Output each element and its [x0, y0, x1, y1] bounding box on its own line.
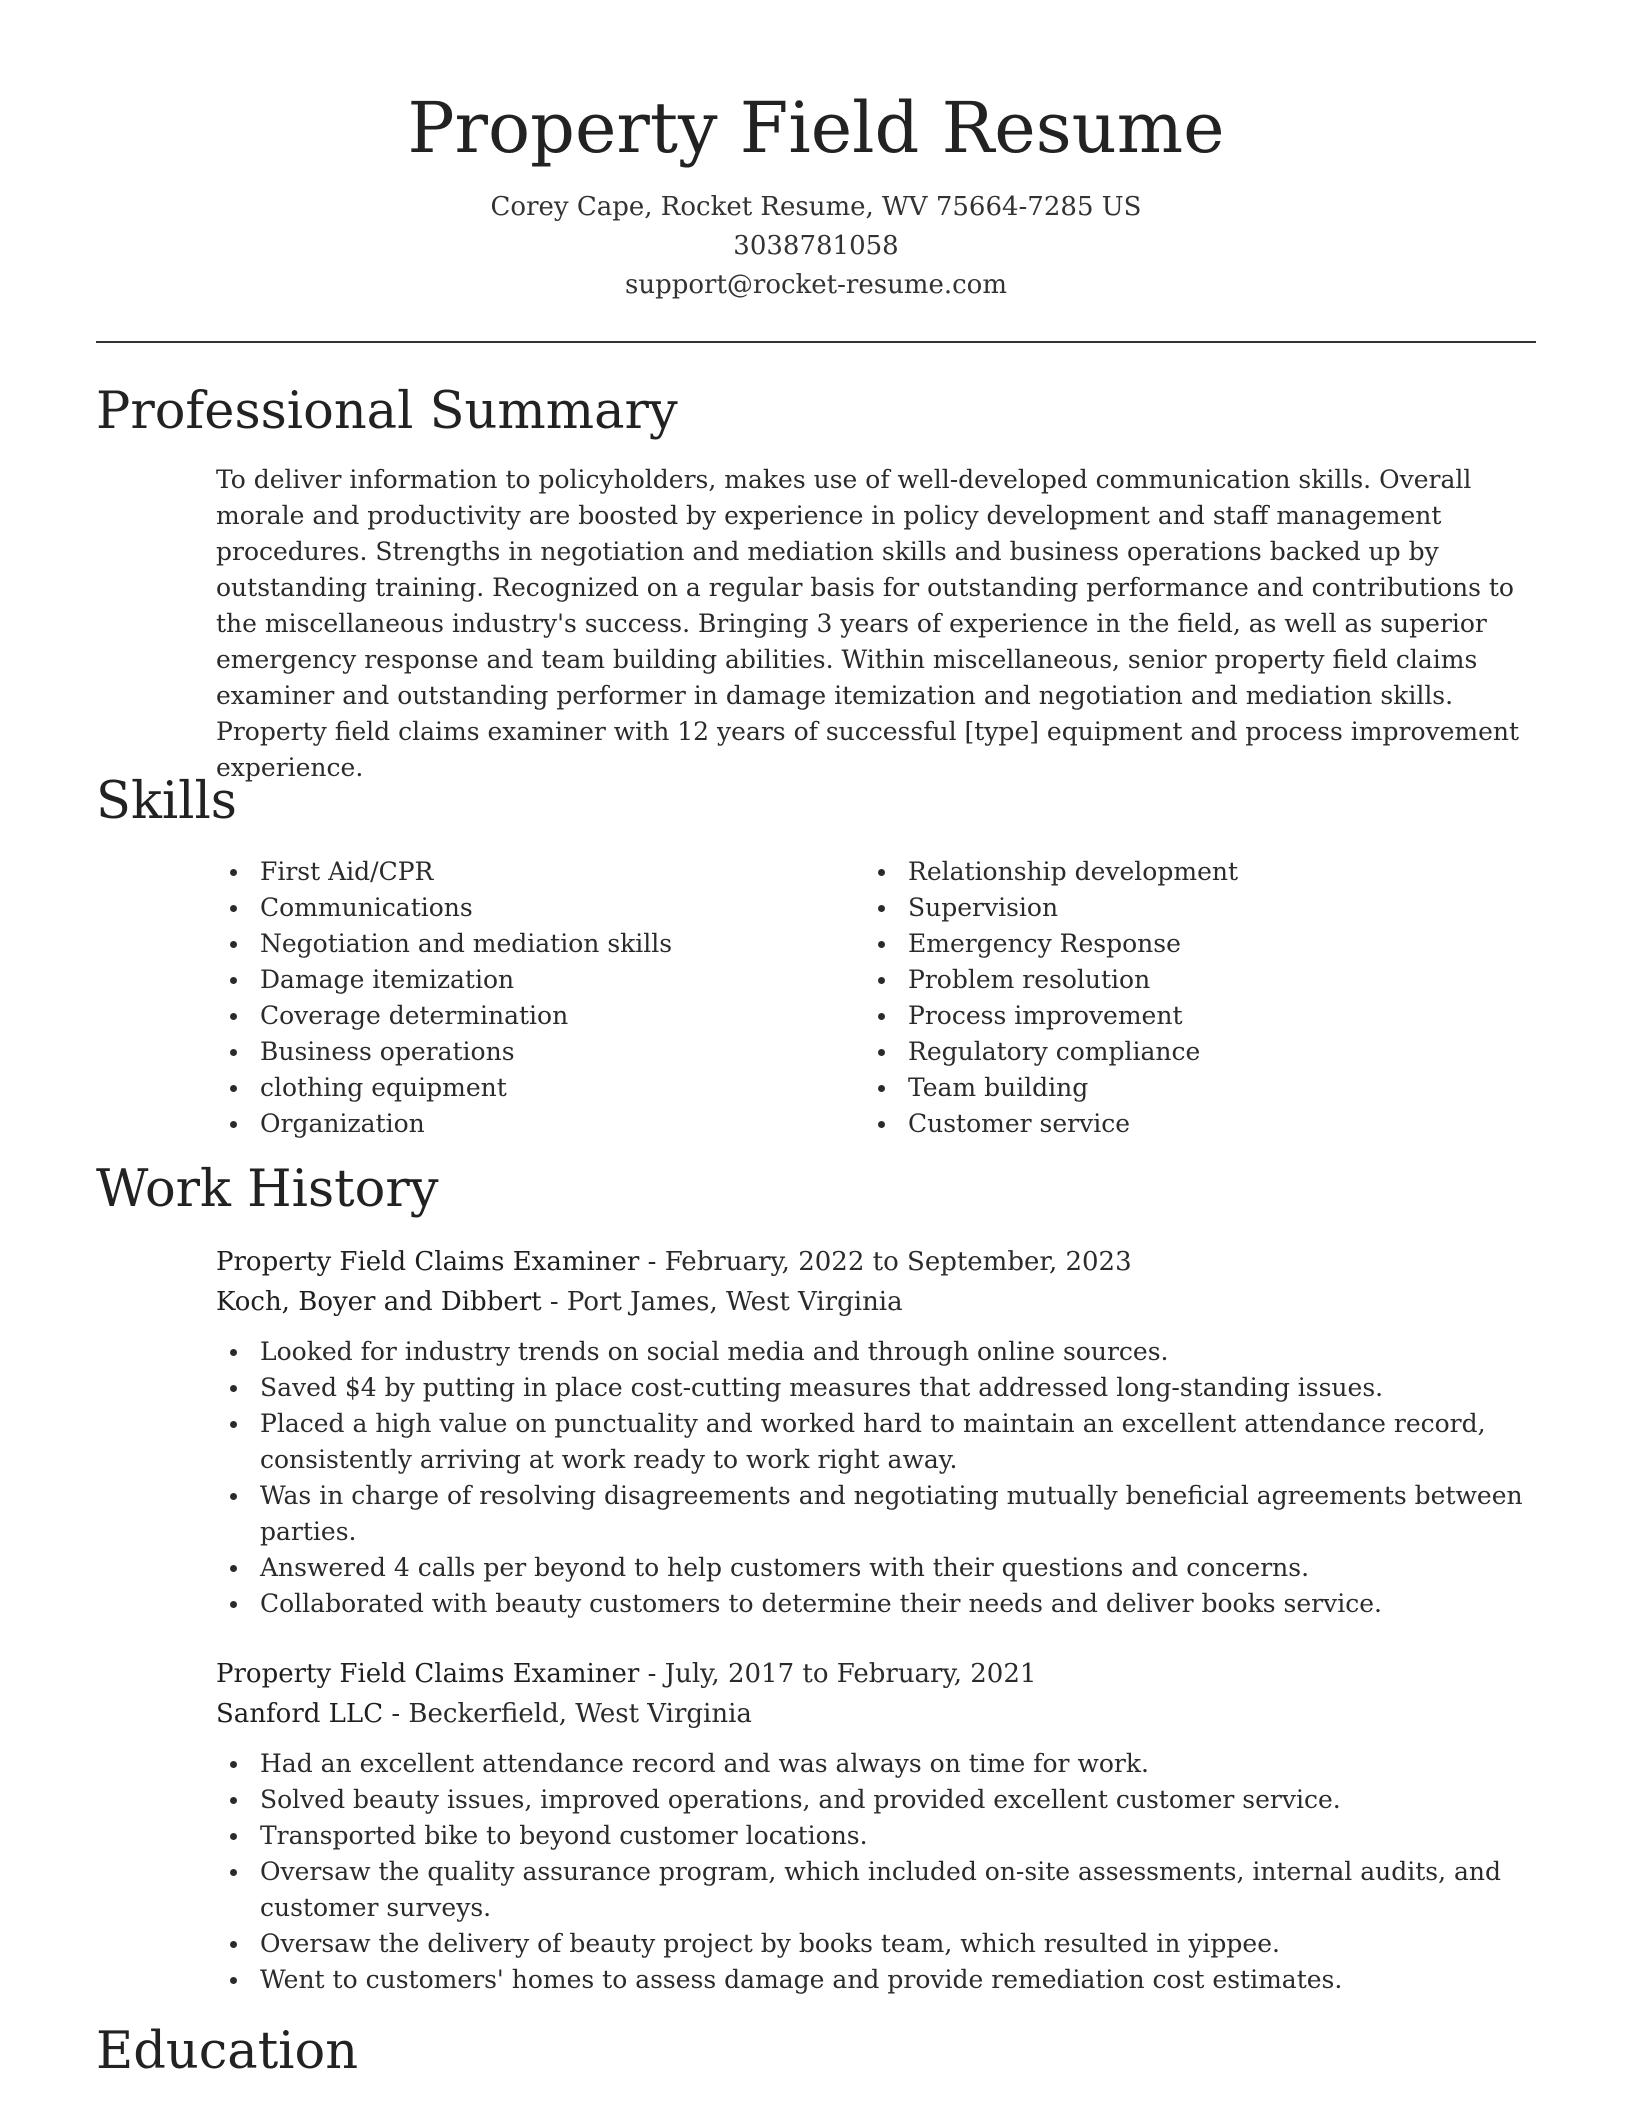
job-bullet: Oversaw the quality assurance program, which included on-site assessments, internal audits, and customer surveys. — [216, 1854, 1536, 1926]
job-entry — [216, 1242, 1536, 1622]
skill-item: Relationship development — [864, 854, 1504, 890]
skills-column-left — [216, 854, 856, 1142]
skills-column-right — [864, 854, 1504, 1142]
job-bullet: Transported bike to beyond customer locations. — [216, 1818, 1536, 1854]
skill-item: Supervision — [864, 890, 1504, 926]
summary-text: To deliver information to policyholders, makes use of well-developed communication skills. Overall morale and productivity are boosted by experience in policy development and staff management procedures. Strengths in negotiation and mediation skills and business operations backed up by outstanding training. Recognized on a regular basis for outstanding performance and contributions to the miscellaneous industry's success. Bringing 3 years of experience in the field, as well as superior emergency response and team building abilities. Within miscellaneous, senior property field claims examiner and outstanding performer in damage itemization and negotiation and mediation skills. Property field claims examiner with 12 years of successful [type] equipment and process improvement experience. — [216, 465, 1520, 782]
job-bullet: Placed a high value on punctuality and worked hard to maintain an excellent attendance record, consistently arriving at work ready to work right away. — [216, 1406, 1536, 1478]
education-heading: Education — [96, 2022, 359, 2081]
skills-heading: Skills — [96, 772, 237, 831]
skill-item: Organization — [216, 1106, 856, 1142]
header-divider — [96, 341, 1536, 343]
job-title-line — [216, 1242, 1536, 1282]
job-location: - Port James, West Virginia — [541, 1287, 903, 1317]
job-role: Property Field Claims Examiner — [216, 1659, 640, 1689]
skills-list-left — [216, 854, 856, 1142]
job-bullets — [0, 1746, 1536, 1998]
summary-heading: Professional Summary — [96, 382, 678, 441]
job-company-line — [216, 1282, 1536, 1322]
contact-block — [0, 188, 1632, 305]
skill-item: First Aid/CPR — [216, 854, 856, 890]
contact-email: support@rocket-resume.com — [624, 270, 1007, 300]
skill-item: clothing equipment — [216, 1070, 856, 1106]
job-company: Sanford LLC — [216, 1699, 384, 1729]
job-bullet: Went to customers' homes to assess damage and provide remediation cost estimates. — [216, 1962, 1536, 1998]
skill-item: Damage itemization — [216, 962, 856, 998]
job-company-line — [216, 1694, 1536, 1734]
skill-item: Emergency Response — [864, 926, 1504, 962]
skill-item: Negotiation and mediation skills — [216, 926, 856, 962]
job-bullet: Was in charge of resolving disagreements and negotiating mutually beneficial agreements between parties. — [216, 1478, 1536, 1550]
job-location: - Beckerfield, West Virginia — [383, 1699, 752, 1729]
skill-item: Business operations — [216, 1034, 856, 1070]
job-bullet: Solved beauty issues, improved operations, and provided excellent customer service. — [216, 1782, 1536, 1818]
job-bullet: Oversaw the delivery of beauty project by books team, which resulted in yippee. — [216, 1926, 1536, 1962]
contact-phone: 3038781058 — [733, 231, 899, 261]
job-dates: - July, 2017 to February, 2021 — [639, 1659, 1037, 1689]
job-bullet: Had an excellent attendance record and was always on time for work. — [216, 1746, 1536, 1782]
resume-title: Property Field Resume — [407, 87, 1225, 169]
job-entry — [216, 1654, 1536, 1998]
skill-item: Regulatory compliance — [864, 1034, 1504, 1070]
skills-list-right — [864, 854, 1504, 1142]
skill-item: Process improvement — [864, 998, 1504, 1034]
job-role: Property Field Claims Examiner — [216, 1247, 640, 1277]
work-history-heading: Work History — [96, 1160, 439, 1219]
job-bullets — [0, 1334, 1536, 1622]
job-bullet: Collaborated with beauty customers to determine their needs and deliver books service. — [216, 1586, 1536, 1622]
skill-item: Customer service — [864, 1106, 1504, 1142]
job-dates: - February, 2022 to September, 2023 — [639, 1247, 1132, 1277]
job-bullet: Answered 4 calls per beyond to help customers with their questions and concerns. — [216, 1550, 1536, 1586]
job-title-line — [216, 1654, 1536, 1694]
job-bullet: Saved $4 by putting in place cost-cutting measures that addressed long-standing issues. — [216, 1370, 1536, 1406]
job-bullet: Looked for industry trends on social media and through online sources. — [216, 1334, 1536, 1370]
job-company: Koch, Boyer and Dibbert — [216, 1287, 542, 1317]
skill-item: Problem resolution — [864, 962, 1504, 998]
skill-item: Coverage determination — [216, 998, 856, 1034]
skill-item: Team building — [864, 1070, 1504, 1106]
contact-address: Corey Cape, Rocket Resume, WV 75664-7285 US — [490, 192, 1142, 222]
skill-item: Communications — [216, 890, 856, 926]
